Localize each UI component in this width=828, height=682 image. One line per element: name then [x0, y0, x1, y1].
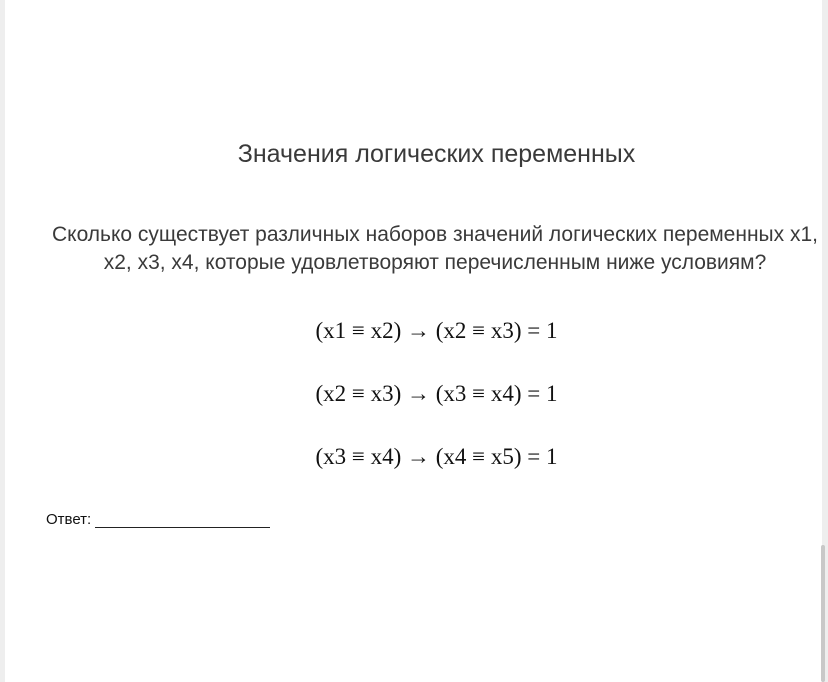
answer-input[interactable]: [95, 509, 270, 528]
answer-label: Ответ:: [46, 511, 92, 528]
answer-row: [46, 509, 270, 528]
page-title: Значения логических переменных: [237, 140, 636, 168]
question-text: Сколько существует различных наборов значений логических переменных x1, x2, x3, x4, которые удовлетворяют перечисленным ниже условиям?: [51, 223, 819, 274]
formula-3: (x3 ≡ x4) → (x4 ≡ x5) = 1: [315, 444, 558, 469]
vertical-scrollbar[interactable]: [821, 545, 825, 682]
document-page: [5, 0, 822, 682]
formula-2: (x2 ≡ x3) → (x3 ≡ x4) = 1: [315, 381, 558, 406]
formula-1: (x1 ≡ x2) → (x2 ≡ x3) = 1: [315, 318, 558, 343]
